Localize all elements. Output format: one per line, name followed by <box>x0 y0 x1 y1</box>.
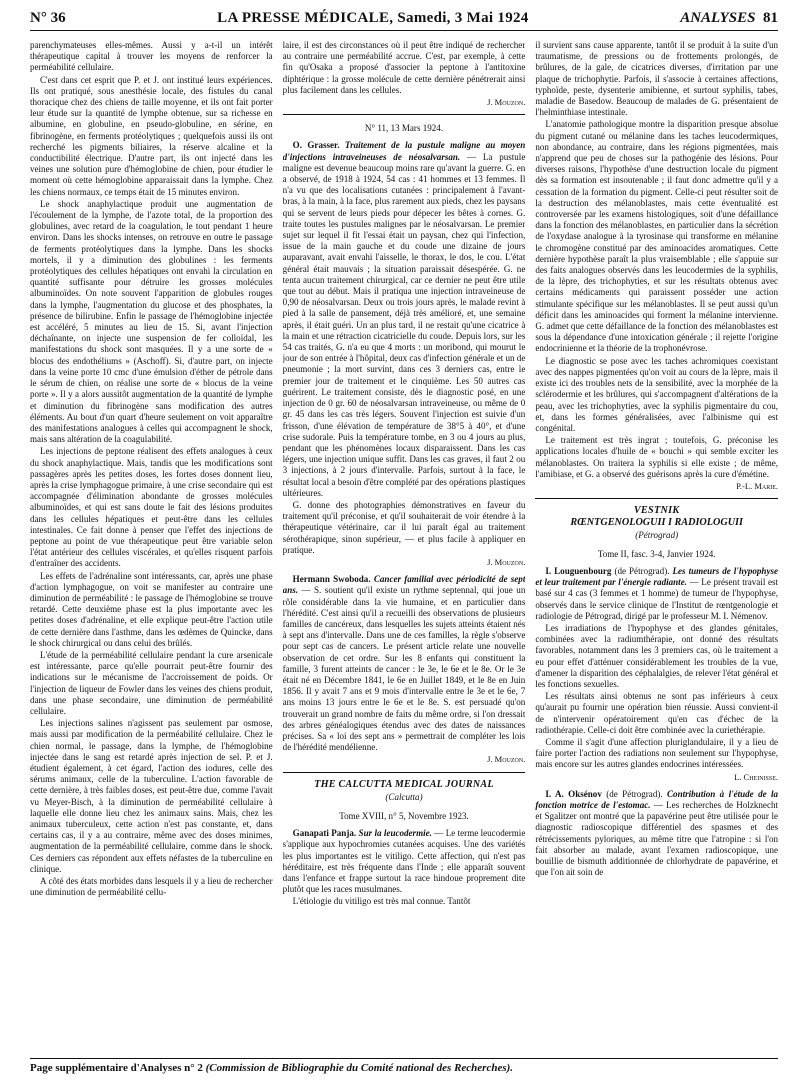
article-columns <box>30 40 778 1045</box>
journal-city: (Pétrograd) <box>635 529 679 540</box>
page-footer <box>30 1058 778 1074</box>
signature: L. Cheinisse. <box>734 771 779 782</box>
journal-name: THE CALCUTTA MEDICAL JOURNAL <box>314 778 494 790</box>
abstract-title: Les tumeurs de l'hypophyse et leur traitement par l'énergie radiante. <box>535 565 779 588</box>
paragraph: Les injections de peptone réalisent des effets analogues à ceux du shock anaphylactique. Mais, tandis que les modifications sont passagères après les petites doses, les fortes doses donnent lieu, après la crise lymphagogue primaire, à une crise secondaire qui est accompagnée d'élimination abondante de grosses molécules albuminoïdes, et qui est sans doute le fait des lésions produites dans les cellules hépatiques et peut-être dans les cellules intestinales. Ce fait donne à penser que l'effet des injections de peptone au point de vue thérapeutique peut être variable selon l'état antérieur des cellules viscérales, et qu'elles risquent parfois d'entraîner des accidents. <box>30 446 273 569</box>
divider <box>283 114 526 115</box>
paragraph: Les irradiations de l'hypophyse et des glandes génitales, combinées avec la radiumthérapie, ont donné des résultats favorables, notamment dans les 3 premiers cas, où le traitement a eu pour effet d'atténuer considérablement les troubles de la vue, d'amener la disparition des céphalalgies, de relever l'état général et les fonctions sexuelles. <box>535 622 779 689</box>
column-right <box>535 40 778 1045</box>
journal-page <box>30 10 778 1074</box>
journal-title: LA PRESSE MÉDICALE, Samedi, 3 Mai 1924 <box>217 10 529 26</box>
column-left <box>30 40 273 1045</box>
abstract: I. A. Okséno​v (de Pétrograd). Contribution à l'étude de la fonction motrice de l'estomac. — Les recherches de Holzknecht et Sgalitzer ont montré que la papavérine peut être utilisée pour le diagnostic radioscopique différentiel des spasmes et des rétrécissements pyloriques, au même titre que l'atropine : si l'on fait absorber au malade, avant l'examen radioscopique, une bouillie de bismuth additionnée de chlorhydrate de papavérine, et que l'on ait soin de <box>535 788 779 878</box>
abstract: Hermann Swoboda. Cancer familial avec périodicité de sept ans. — S. soutient qu'il existe un rythme septennal, qui joue un rôle considérable dans la vie humaine, et en particulier dans l'hérédité. C'est ainsi qu'il a recueilli des observations de plusieurs familles de cancéreux, dans lesquelles les sujets atteints étaient nés à sept ans d'intervalle. Dans une de ces familles, la règle s'observe pour sept cas de cancers. Le présent article relate une nouvelle observation de cet ordre. Sur les 8 enfants qui constituent la famille, 3 furent atteints de cancer : le 3e, le 6e et le 8e. Or le 3e était né en Décembre 1841, le 6e en Juillet 1849, et le 8e en Juin 1856. Il y avait 7 ans et 9 mois d'intervalle entre le 3e et le 6e, 7 ans moins 13 jours entre le 6e et le 8e. S. est persuadé qu'on trouverait un grand nombre de faits du même ordre, si l'on dressait des arbres généalogiques étendus avec des dates de naissances précises. Sa « loi des sept ans » permettrait de compléter les lois de l'hérédité mendélienne. <box>282 574 526 753</box>
paragraph: A côté des états morbides dans lesquels il y a lieu de rechercher une diminution de perméabilité cellu- <box>30 876 273 898</box>
footer-label: Page supplémentaire d'Analyses n° 2 <box>30 1062 203 1074</box>
divider <box>535 498 778 499</box>
author: Ganapati Panja. <box>292 828 357 839</box>
section-label: ANALYSES 81 <box>680 10 778 26</box>
paragraph: Comme il s'agit d'une affection pluriglandulaire, il y a lieu de faire porter l'action des radiations non seulement sur l'hypophyse, mais encore sur les autres glandes endocrines intéressées. <box>535 736 779 770</box>
abstract-title: Sur la leucodermie. <box>358 828 432 839</box>
page-header <box>30 10 778 31</box>
paragraph: Les effets de l'adrénaline sont intéressants, car, après une phase d'action lymphagogue, on voit se manifester au contraire une diminution de perméabilité : le passage de l'hémoglobine se trouve retardé. Cette deuxième phase est la plus importante avec les petites doses d'adrénaline, et elle explique peut-être l'action utile de cette dernière dans l'asthme, dans les œdèmes de Quincke, dans le shock chirurgical ou dans celui des brûlés. <box>30 570 273 648</box>
issue-number: N° 36 <box>30 10 66 26</box>
signature: P.-L. Marie. <box>736 480 779 491</box>
paragraph: il survient sans cause apparente, tantôt il se produit à la suite d'un traumatisme, de pressions ou de frottements prolongés, de brûlures, de la gale, de cicatrices diverses, d'irritation par une plaque de trichophytie. Parfois, il s'associe à certaines affections, typhoïde, peste, dysenterie amibienne, et surtout syphilis, tabes, maladie de Basedow. Beaucoup de malades de G. présentaient de l'helminthiase intestinale. <box>535 40 779 118</box>
author: Hermann Swoboda. <box>292 574 371 585</box>
journal-subtitle: RŒNTGENOLOGUII I RADIOLOGUII <box>570 517 743 529</box>
abstract-title: Traitement de la pustule maligne au moyen d'injections intraveineuses de néosalvarsan. <box>282 140 526 162</box>
paragraph: C'est dans cet esprit que P. et J. ont institué leurs expériences. Ils ont pratiqué, sous anesthésie locale, des fistules du canal thoracique chez des chiens de taille moyenne, et ils ont fait porter leur étude sur la quantité de lymphe obtenue, sur sa richesse en albumine, en globuline, en pseudo-globuline, en sérine, en fibrinogène, en ferments protéolytiques ; quelquefois aussi ils ont recherché les pigments biliaires, la réserve alcaline et la conductibilité électrique. D'autre part, ils ont injecté dans les veines une solution pure d'hémoglobine de chien, pour étudier le moment où cette hémoglobine apparaissait dans la lymphe. Chez les chiens normaux, ce temps était de 15 minutes environ. <box>30 74 273 197</box>
abstract: Ganapati Panja. Sur la leucodermie. — Le terme leucodermie s'applique aux hypochromies cutanées acquises. Une des variétés les plus importantes est le vitiligo. Cette affection, qui n'est pas héréditaire, est très fréquente dans l'Inde ; elle apparaît souvent dans l'enfance et frappe surtout la race hindoue proprement dite plutôt que les races musulmanes. <box>282 828 526 895</box>
paragraph: L'anatomie pathologique montre la disparition presque absolue du pigment cutané ou mélanine dans les taches leucodermiques, non abondance, au contraire, dans les régions pigmentées, mais n'apprend que peu de choses sur la pathogénie des lésions. Pour diverses raisons, l'hypothèse d'une destruction locale du pigment dès sa formation est insoutenable ; il faut donc admettre qu'il y a cessation de la formation du pigment. Celle-ci peut résulter soit de la destruction des mélanoblastes, mais cette éventualité est controversée par les examens histologiques, soit d'une défaillance dans la fonction des mélanoblastes, en particulier dans la sécrétion de l'oxydase analogue à la tyrosinase qui transforme en mélanine le chromogène constitué par des aminoacides aromatiques. Cette dernière hypothèse paraît la plus vraisemblable ; elle s'appuie sur des faits analogues observés dans les leucodermies de la syphilis, de la lèpre, des trichophyties, et sur les résultats obtenus avec certains médicaments qui paraissent posséder une action stimulante spécifique sur les mélanoblastes. Il se peut aussi qu'un déficit dans les aminoacides qui forment la mélanine intervienne. G. admet que cette défaillance de la fonction des mélanoblastes est sous la dépendance d'une intoxication générale ; il rejette l'origine endocrinienne et la théorie de la trophonévrose. <box>535 119 779 354</box>
paragraph: G. donne des photographies démonstratives en faveur du traitement qu'il préconise, et qu'il souhaiterait de voir étendre à la thérapeutique vétérinaire, car il lui paraît égal au traitement sérothérapique, sinon supérieur, — et plus facile à appliquer en pratique. <box>282 499 526 555</box>
issue-date: N° 11, 13 Mars 1924. <box>364 123 444 134</box>
paragraph: L'étiologie du vitiligo est très mal connue. Tantôt <box>292 896 471 907</box>
signature: J. Mouzon. <box>487 97 526 108</box>
abstract-title: Contribution à l'étude de la fonction motrice de l'estomac. <box>535 788 779 810</box>
signature: J. Mouzon. <box>487 556 526 567</box>
paragraph: Le traitement est très ingrat ; toutefois, G. préconise les applications locales d'huile de « bouchi » qui semble exciter les mélanoblastes. On traitera la syphilis si elle existe ; de même, l'amibiase, et G. a observé des guérisons après la cure d'émétine. <box>535 435 779 479</box>
paragraph: parenchymateuses elles-mêmes. Aussi y a-t-il un intérêt thérapeutique capital à trouver les moyens de renforcer la perméabilité cellulaire. <box>30 40 273 73</box>
paragraph: L'étude de la perméabilité cellulaire pendant la cure arsenicale est intéressante, parce qu'elle pourrait peut-être fournir des indications sur le mécanisme de l'accroissement de poids. Or l'injection de liqueur de Fowler dans les veines des chiens produit, dans une phase secondaire, une diminution de perméabilité cellulaire. <box>30 649 273 716</box>
signature: J. Mouzon. <box>487 754 526 765</box>
issue-date: Tome II, fasc. 3-4, Janvier 1924. <box>597 548 716 559</box>
author: I. Louguenbourg <box>545 565 612 576</box>
paragraph: laire, il est des circonstances où il peut être indiqué de rechercher au contraire une perméabilité accrue. C'est, par exemple, à cette fin qu'Osaka a proposé d'associer la peptone à l'antitoxine diphtérique : la grosse molécule de cette dernière pénétrerait ainsi plus facilement dans les cellules. <box>282 40 526 95</box>
paragraph: Le diagnostic se pose avec les taches achromiques coexistant avec des nappes pigmentées qu'on voit au cours de la lèpre, mais il existe ici des troubles nets de la sensibilité, avec la morphée de la sclérodermie et les brûlures, qui s'accompagnent d'altérations de la peau, avec les trichophyties, avec la syphilis pigmentaire du cou, et, dans les formes généralisées, avec l'albinisme qui est congénital. <box>535 355 779 433</box>
divider <box>283 772 526 773</box>
journal-name: VESTNIK <box>633 505 680 517</box>
abstract: I. Louguenbourg (de Pétrograd). Les tumeurs de l'hypophyse et leur traitement par l'énergie radiante. — Le présent travail est basé sur 4 cas (3 femmes et 1 homme) de tumeur de l'hypophyse, observés dans le service clinique de l'Institut de rœntgenologie et radiologie de Pétrograd, dirigé par le professeur M. I. Némenov. <box>535 565 779 621</box>
issue-date: Tome XVIII, n° 5, Novembre 1923. <box>339 811 469 821</box>
column-middle <box>283 40 526 1045</box>
paragraph: Les résultats ainsi obtenus ne sont pas inférieurs à ceux qu'aurait pu fournir une opération bien réussie. Aussi convient-il de n'intervenir opératoirement qu'en cas d'échec de la radiothérapie. Celle-ci doit être combinée avec la curiethérapie. <box>535 691 779 735</box>
paragraph: Les injections salines n'agissent pas seulement par osmose, mais aussi par modification de la perméabilité cellulaire. Chez le chien normal, le passage, dans la lymphe, de l'hémoglobine injectée dans le sang est retardé après injection de sel. P. et J. étudient également, à cet égard, l'action des iodures, celle des sérums animaux, celle de la tuberculine. L'action favorable de cette dernière, à très faibles doses, est peut-être due, comme l'avait vu Meyer-Bisch, à la diminution de perméabilité cellulaire à laquelle elle donne lieu chez les animaux sains. Mais, chez les animaux tuberculeux, cette action n'est pas constante, et, dans certains cas, il y a au contraire, même avec des doses minimes, augmentation de la perméabilité cellulaire, comme dans le shock. Ces derniers cas répondent aux effets néfastes de la tuberculine en clinique. <box>30 718 273 874</box>
abstract-title: Cancer familial avec périodicité de sept ans. <box>282 574 526 596</box>
author: I. A. Okséno​v <box>545 788 602 799</box>
journal-city: (Calcutta) <box>385 791 423 802</box>
author: O. Grasser. <box>292 140 340 151</box>
abstract: O. Grasser. Traitement de la pustule maligne au moyen d'injections intraveineuses de néosalvarsan. — La pustule maligne est devenue beaucoup moins rare qu'avant la guerre. G. en a observé, de 1918 à 1924, 54 cas : 41 hommes et 13 femmes. Il n'a vu que des localisations cutanées : principalement à l'avant-bras, à la main, à la face, plus rarement aux pieds, chez les paysans qui se servent de leurs pieds pour dépecer les bêtes à cornes. G. traite toutes les pustules malignes par le néosalvarsan. Le premier sujet sur lequel il fit l'essai était un paysan, chez qui l'infection, issue de la main gauche et du coude une dizaine de jours auparavant, avait envahi l'aisselle, le thorax, le dos, le cou. L'état général était mauvais ; la situation paraissait désespérée. G. ne tenta aucun traitement chirurgical, car ce dernier ne peut être utile que tout au début. Mais il pratiqua une injection intraveineuse de 0,90 de néosalvarsan. Deux ou trois jours après, le malade revint à pied à la salle de pansement, déjà très amélioré, et, une semaine après, il était guéri. Un an plus tard, il ne restait qu'une cicatrice à la main et une rétraction cicatricielle du coude. Depuis lors, sur les 54 cas traités, G. n'a eu que 4 morts : un moribond, qui mourut le jour de son entrée à l'hôpital, deux cas d'infection générale et un de pneumonie ; la mort survint, dans ces 3 derniers cas, entre le premier jour de traitement et le cinquième. Les 50 autres cas guérirent. Le traitement consiste, dès le diagnostic posé, en une injection de 0 gr. 60 de néosalvarsan intraveineuse, ou même de 0 gr. 45 dans les cas très légers. Souvent l'injection est suivie d'un frisson, d'une élévation de température de 38°5 à 40°, et d'une crise sudorale. Puis la température tombe, en 3 ou 4 jours au plus, pendant que les phénomènes locaux disparaissent. Dans les cas légers, une injection unique suffit. Dans les cas graves, il faut 2 ou 3 injections, à 2 jours d'intervalle. Parfois, surtout à la face, le résultat local a besoin d'être complété par des opérations plastiques ultérieures. <box>282 140 526 498</box>
footer-note: (Commission de Bibliographie du Comité national des Recherches). <box>205 1062 514 1074</box>
paragraph: Le shock anaphylactique produit une augmentation de l'écoulement de la lymphe, de l'azote total, de la proportion des globulines, avec retard de la coagulation, le tout pendant 1 heure environ. Dans les shocks intenses, on retrouve en outre le passage de ferments protéolytiques dans la lymphe. Dans les shocks mortels, il y a diminution des globulines : les ferments protéolytiques des cellules hépatiques ont envahi la circulation en quantité suffisante pour détruire les grosses molécules albuminoïdes. On note souvent l'apparition de globules rouges dans la lymphe, l'augmentation du glucose et des phosphates, la présence de bilirubine. Enfin le passage de l'hémoglobine injectée est accéléré, 5 minutes au lieu de 15. Si, avant l'injection déchaînante, on injecte une suspension de fer colloïdal, les manifestations du shock sont masquées. Il y a une sorte de « blocus des endothéliums » (Aschoff). Si, d'autre part, on injecte dans la veine porte 10 cmc d'une émulsion d'éther de pétrole dans le sérum de chien, on réalise une sorte de « blocus de la veine porte ». Il y a alors aussitôt augmentation de la quantité de lymphe et diminution du fibrinogène sans modification des autres éléments. Au bout d'un quart d'heure seulement on voit apparaître des manifestations analogues à celles qui accompagnent le shock, mais sans altération de la coagulabilité. <box>30 198 273 445</box>
